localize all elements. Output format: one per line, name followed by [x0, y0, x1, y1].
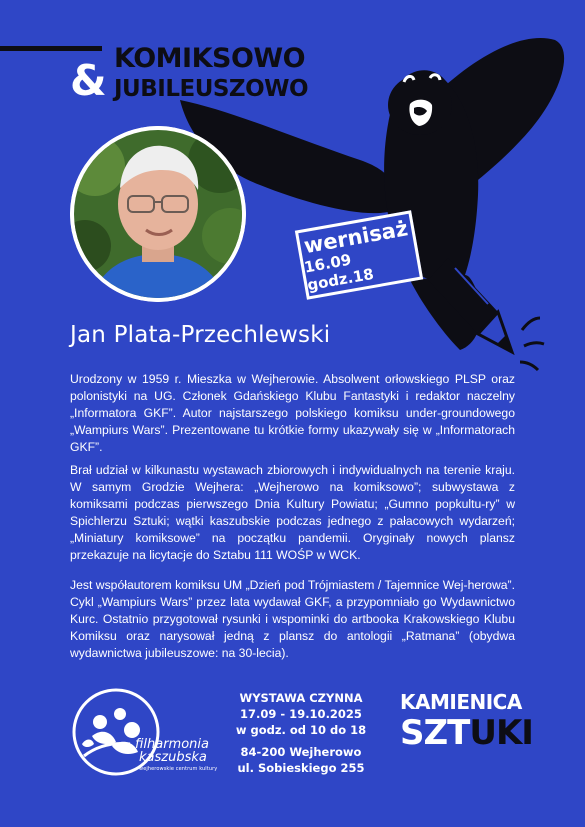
filharmonia-region: kaszubska [139, 750, 207, 765]
bio-paragraph-3: Jest współautorem komiksu UM „Dzień pod Trójmiastem / Tajemnice Wej-herowa”. Cykl „Wampiurs Wars” przez lata wydawał GKF, a przypomniało go Wydawnictwo Kurc. Ostatnio przygotował rysunki i wspominki do artbooka Krakowskiego Klubu Komiksu oraz narysował jedną z plansz do antologii „Ratmana” (obydwa wydawnictwa jubileuszowe: na 30-lecia). [70, 578, 515, 660]
artist-name: Jan Plata-Przechlewski [70, 322, 331, 348]
exhibition-hours: w godz. od 10 do 18 [235, 723, 367, 737]
exhibition-city: 84-200 Wejherowo [240, 745, 362, 759]
title-ampersand: & [70, 56, 105, 105]
exhibition-street: ul. Sobieskiego 255 [237, 761, 365, 775]
filharmonia-name: filharmonia [135, 737, 209, 752]
kamienica-tuki: UKI [469, 713, 533, 753]
badge-title: wernisaż [302, 216, 410, 259]
filharmonia-subtitle: wejherowskie centrum kultury [139, 766, 218, 772]
kamienica-line-2 [400, 713, 533, 753]
artist-portrait [70, 126, 246, 302]
kamienica-sz: SZT [400, 713, 470, 753]
bio-paragraph-2: Brał udział w kilkunastu wystawach zbiorowych i indywidualnych na terenie kraju. W samym Grodzie Wejhera: „Wejherowo na komiksowo”; subwystawa z komiksami podczas pierwszego Dnia Kultury Powiatu; „Gumno popkultu-ry” w Spichlerzu Sztuki; wątki kaszubskie podczas jednego z pałacowych wydarzeń; „Miniatury komiksowe” na początku pandemii. Oryginały nowych plansz przekazuje na licytacje do Sztabu 111 WOŚP w WCK. [70, 463, 515, 562]
exhibition-dates: 17.09 - 19.10.2025 [240, 707, 362, 721]
kamienica-line-1: KAMIENICA [400, 690, 522, 714]
title-line-2: JUBILEUSZOWO [114, 76, 309, 102]
badge-date: 16.09 godz.18 [302, 250, 376, 295]
exhibition-heading: WYSTAWA CZYNNA [239, 691, 363, 705]
bio-paragraph-1: Urodzony w 1959 r. Mieszka w Wejherowie. Absolwent orłowskiego PLSP oraz polonistyki na UG. Członek Gdańskiego Klubu Fantastyki i redaktor naczelny „Informatora GKF”. Autor najstarszego polskiego komiksu under-groundowego „Wampiurs Wars”. Prezentowane tu krótkie formy ukazywały się w „Informatorach GKF”. [70, 372, 515, 454]
title-line-1: KOMIKSOWO [114, 43, 306, 74]
exhibition-info [234, 690, 368, 776]
kamienica-sztuki-logo [400, 690, 533, 753]
header-rule [0, 46, 102, 51]
